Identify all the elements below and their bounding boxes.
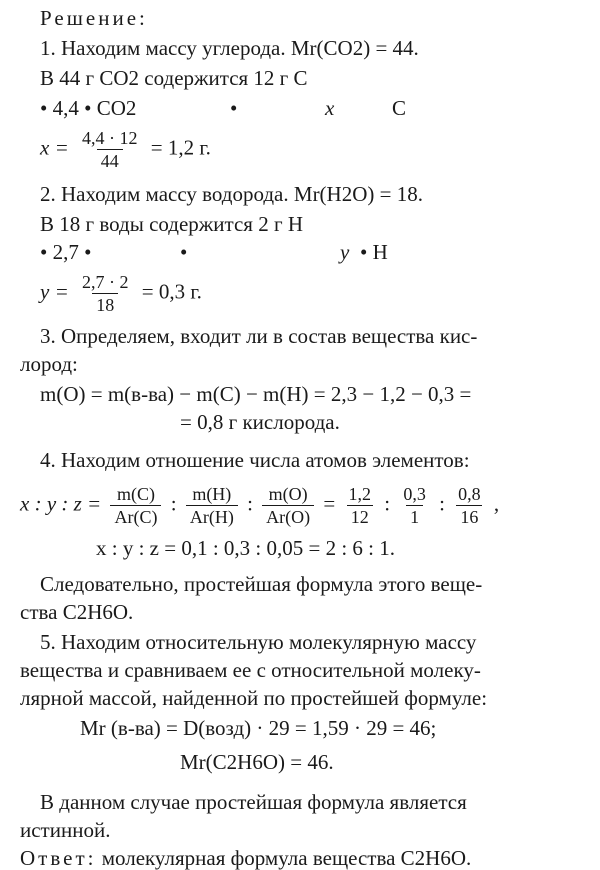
fraction-denominator: 12: [347, 505, 373, 527]
fraction-numerator: 4,4 · 12: [82, 128, 138, 148]
calc-variable: y =: [40, 279, 69, 304]
step1-proportion-a: В 44 г CO2 содержится 12 г С: [40, 66, 308, 90]
fraction-numerator: m(C): [116, 484, 155, 504]
step4-ratio-result: x : y : z = 0,1 : 0,3 : 0,05 = 2 : 6 : 1.: [96, 536, 396, 560]
element-carbon: С: [392, 96, 407, 120]
fraction-denominator: Ar(O): [262, 505, 314, 527]
fraction: [262, 484, 314, 527]
step3-title-line1: 3. Определяем, входит ли в состав вещества кис-: [40, 324, 478, 348]
step4-ratio-fractions: [20, 484, 499, 527]
element-hydrogen: • Н: [360, 240, 388, 264]
calc-result: = 0,3 г.: [141, 279, 202, 304]
step3-equation-line1: m(O) = m(в-ва) − m(C) − m(H) = 2,3 − 1,2 − 0,3 =: [40, 382, 472, 406]
fraction: [454, 484, 485, 527]
step2-line: [40, 182, 423, 206]
step2-title: 2. Находим массу водорода.: [40, 182, 289, 206]
fraction: [186, 484, 238, 527]
variable-x: x: [325, 96, 335, 120]
calc-variable: x =: [40, 135, 69, 160]
fraction: [399, 484, 430, 527]
variable-y: y: [340, 240, 350, 264]
step2-proportion-b-left: • 2,7 •: [40, 240, 92, 264]
equals: =: [323, 491, 336, 516]
step2-proportion-b: [40, 240, 440, 264]
ditto-mark: •: [230, 96, 238, 120]
step3-equation-line2: = 0,8 г кислорода.: [180, 410, 340, 434]
fraction: [78, 272, 133, 315]
step5-title-line2: вещества и сравниваем ее с относительной молеку-: [20, 658, 481, 682]
fraction-denominator: Ar(C): [110, 505, 161, 527]
answer-line: [20, 846, 471, 870]
fraction-denominator: 1: [406, 505, 423, 527]
answer-text: молекулярная формула вещества C2H6O.: [101, 846, 472, 870]
colon: :: [170, 491, 177, 516]
step2-proportion-a: В 18 г воды содержится 2 г Н: [40, 212, 303, 236]
fraction-numerator: m(H): [192, 484, 232, 504]
step5-title-line1: 5. Находим относительную молекулярную массу: [40, 630, 477, 654]
fraction-denominator: 18: [92, 293, 118, 315]
step1-calculation: [40, 128, 211, 171]
step1-title: 1. Находим массу углерода.: [40, 36, 286, 60]
fraction-numerator: m(O): [268, 484, 308, 504]
fraction-denominator: Ar(H): [186, 505, 238, 527]
step1-formula: Mr(CO2) = 44.: [290, 36, 419, 60]
calc-result: = 1,2 г.: [150, 135, 211, 160]
step5-title-line3: лярной массой, найденной по простейшей формуле:: [20, 686, 488, 710]
final-line1: В данном случае простейшая формула является: [40, 790, 467, 814]
step3-title-line2: лород:: [20, 352, 78, 376]
step5-equation-line2: Mr(C2H6O) = 46.: [180, 750, 334, 774]
step5-equation-line1: Mr (в-ва) = D(возд) · 29 = 1,59 · 29 = 46;: [80, 716, 437, 740]
conclusion-line2: ства C2H6O.: [20, 600, 134, 624]
solution-heading: Решение:: [40, 6, 148, 30]
fraction-numerator: 0,8: [458, 484, 481, 504]
fraction: [344, 484, 375, 527]
colon: :: [439, 491, 445, 516]
ratio-lhs: x : y : z =: [20, 491, 102, 516]
step1-line: [40, 36, 419, 60]
step2-formula: Mr(H2O) = 18.: [293, 182, 423, 206]
fraction: [110, 484, 161, 527]
ditto-mark: •: [180, 240, 188, 264]
fraction-denominator: 44: [97, 149, 123, 171]
final-line2: истинной.: [20, 818, 111, 842]
comma: ,: [493, 491, 500, 516]
colon: :: [247, 491, 253, 516]
fraction-denominator: 16: [456, 505, 482, 527]
step1-proportion-b-left: • 4,4 • CO2: [40, 96, 137, 120]
fraction: [78, 128, 142, 171]
step4-title: 4. Находим отношение числа атомов элементов:: [40, 448, 470, 472]
fraction-numerator: 2,7 · 2: [82, 272, 129, 292]
conclusion-line1: Следовательно, простейшая формула этого веще-: [40, 572, 483, 596]
step1-proportion-b: [40, 96, 440, 120]
fraction-numerator: 0,3: [403, 484, 426, 504]
step2-calculation: [40, 272, 202, 315]
colon: :: [384, 491, 391, 516]
answer-label: Ответ:: [20, 846, 97, 870]
fraction-numerator: 1,2: [348, 484, 371, 504]
